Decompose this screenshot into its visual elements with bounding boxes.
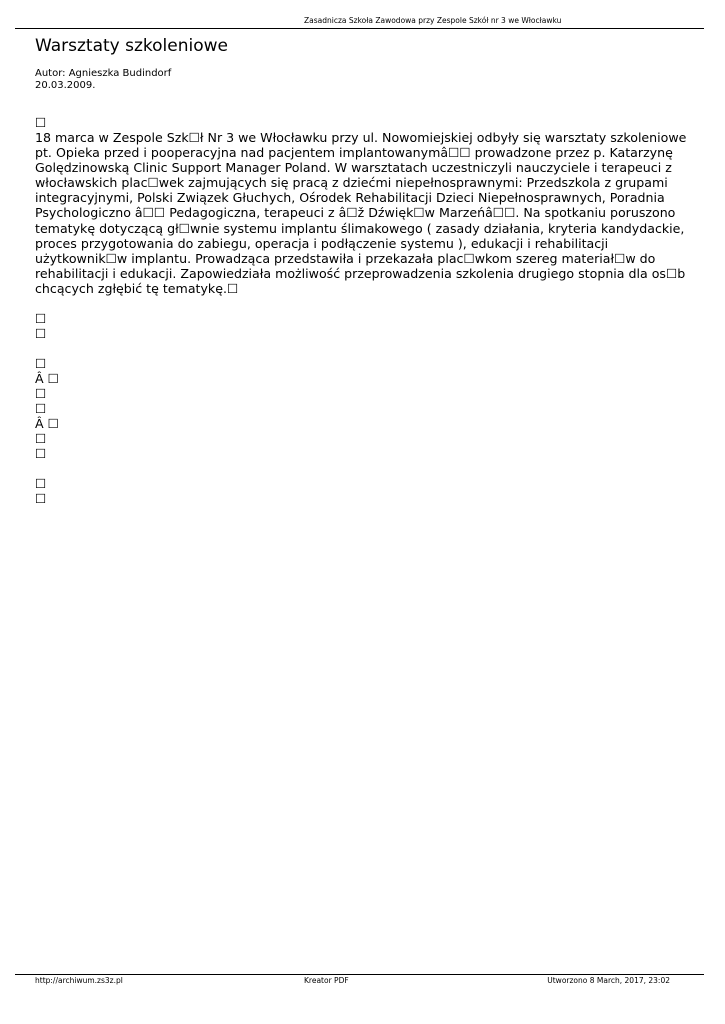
article-title: Warsztaty szkoleniowe <box>35 36 228 56</box>
header-divider <box>15 28 704 29</box>
symbol-line: ☐ <box>35 326 47 342</box>
author-line: Autor: Agnieszka Budindorf <box>35 68 172 79</box>
lead-symbol: ☐ <box>35 115 47 130</box>
symbol-line: ☐ <box>35 356 47 372</box>
article-date: 20.03.2009. <box>35 80 96 91</box>
spacer <box>35 296 690 311</box>
symbol-line: Â ☐ <box>35 416 59 432</box>
symbol-line: ☐ <box>35 401 47 417</box>
symbols-group-3 <box>35 476 690 506</box>
article-meta <box>35 68 171 92</box>
article-body: 18 marca w Zespole Szk☐ł Nr 3 we Włocławku przy ul. Nowomiejskiej odbyły się warsztaty szkoleniowe pt. Opieka przed i pooperacyjna nad pacjentem implantowanymâ☐☐ prowadzone przez p. Katarzynę Golędzinowską Clinic Support Manager Poland. W warsztatach uczestniczyli nauczyciele i terapeuci z włocławskich plac☐wek zajmujących się pracą z dziećmi niepełnosprawnymi: Przedszkola z grupami integracyjnymi, Polski Związek Głuchych, Ośrodek Rehabilitacji Dzieci Niepełnosprawnych, Poradnia Psychologiczno â☐☐ Pedagogiczna, terapeuci z â☐ž Dźwięk☐w Marzeńâ☐☐. Na spotkaniu poruszono tematykę dotyczącą gł☐wnie systemu implantu ślimakowego ( zasady działania, kryteria kandydackie, proces przygotowania do zabiegu, operacja i podłączenie systemu ), edukacji i rehabilitacji użytkownik☐w implantu. Prowadząca przedstawiła i przekazała plac☐wkom szereg materiał☐w do rehabilitacji i edukacji. Zapowiedziała możliwość przeprowadzenia szkolenia drugiego stopnia dla os☐b chcących zgłębić tę tematykę.☐ <box>35 130 687 296</box>
footer-divider <box>15 974 704 975</box>
spacer <box>35 341 690 356</box>
symbol-line: Â ☐ <box>35 371 59 387</box>
symbol-line: ☐ <box>35 476 47 492</box>
school-header: Zasadnicza Szkoła Zawodowa przy Zespole Szkół nr 3 we Włocławku <box>304 16 562 25</box>
symbol-line: ☐ <box>35 386 47 402</box>
symbol-line: ☐ <box>35 311 47 327</box>
spacer <box>35 461 690 476</box>
symbol-line: ☐ <box>35 491 47 507</box>
symbol-line: ☐ <box>35 431 47 447</box>
article-content <box>35 115 690 506</box>
symbol-line: ☐ <box>35 446 47 462</box>
symbols-group-2 <box>35 356 690 461</box>
footer-generator: Kreator PDF <box>304 976 349 985</box>
footer-created-date: Utworzono 8 March, 2017, 23:02 <box>547 976 670 985</box>
symbols-group-1 <box>35 311 690 341</box>
footer-url-link[interactable]: http://archiwum.zs3z.pl <box>35 976 123 985</box>
